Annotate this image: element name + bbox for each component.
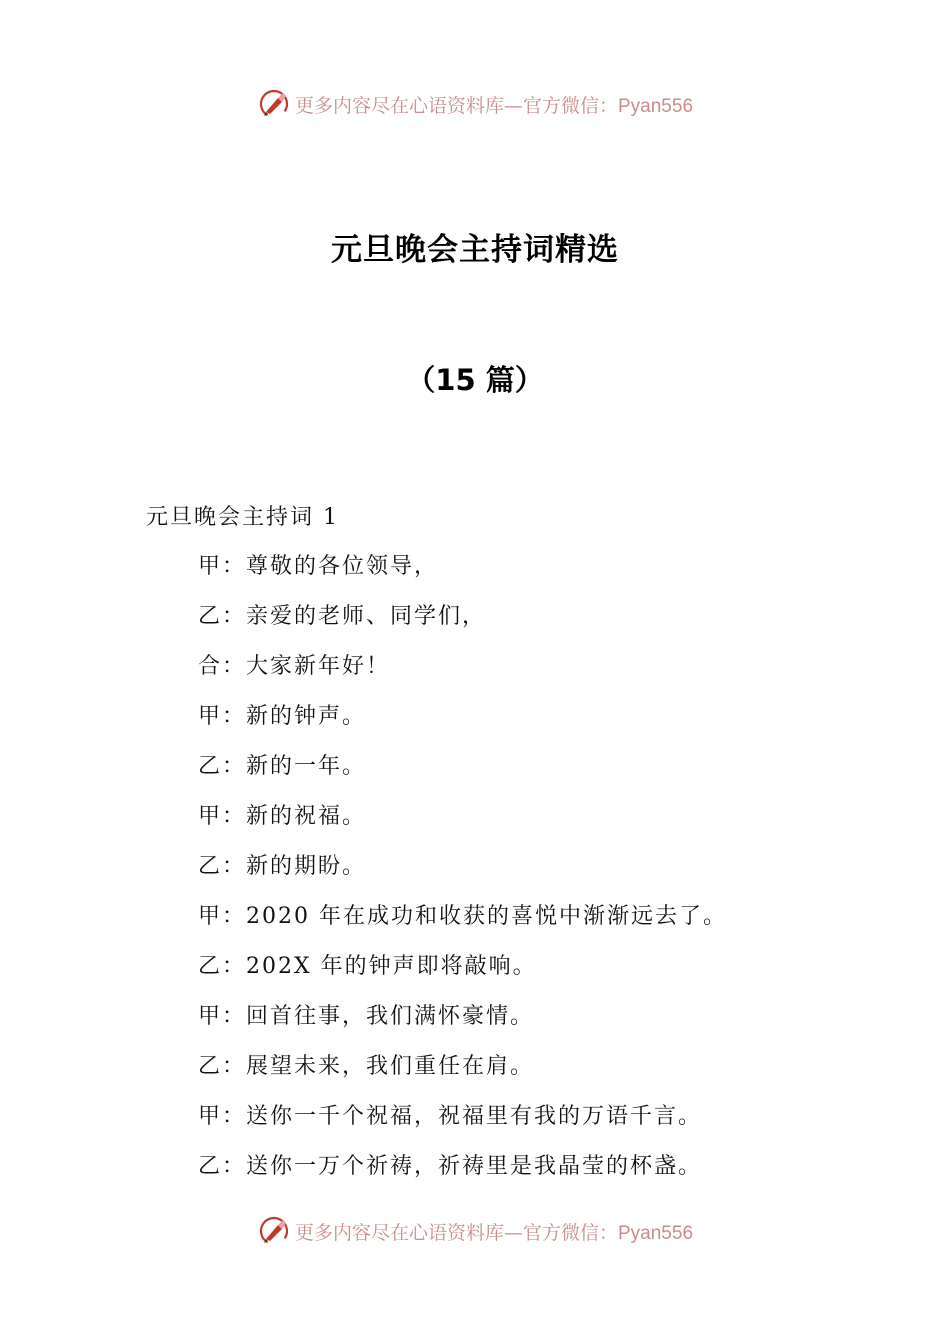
- dialogue-line: 乙：202X 年的钟声即将敲响。: [198, 954, 537, 979]
- footer-wechat-id: Pyan556: [618, 1222, 694, 1244]
- document-title: 元旦晚会主持词精选: [331, 232, 619, 268]
- footer-banner: [0, 1211, 950, 1251]
- footer-banner-text: [295, 1218, 693, 1245]
- header-wechat-id: Pyan556: [618, 95, 694, 117]
- header-banner-text: [295, 91, 693, 118]
- section-heading: 元旦晚会主持词 1: [146, 505, 339, 530]
- dialogue-line: 甲：新的钟声。: [198, 704, 367, 729]
- dialogue-line: 乙：送你一万个祈祷，祈祷里是我晶莹的杯盏。: [198, 1154, 703, 1179]
- dialogue-line: 乙：新的一年。: [198, 754, 367, 779]
- dialogue-line: 乙：展望未来，我们重任在肩。: [198, 1054, 535, 1079]
- footer-banner-content: [257, 1214, 693, 1248]
- header-banner-content: [257, 87, 693, 121]
- dialogue-line: 乙：新的期盼。: [198, 854, 367, 879]
- header-banner-label: 更多内容尽在心语资料库—官方微信：: [294, 94, 618, 117]
- dialogue-line: 乙：亲爱的老师、同学们，: [198, 604, 487, 629]
- dialogue-line: 甲：尊敬的各位领导，: [198, 554, 439, 579]
- footer-banner-label: 更多内容尽在心语资料库—官方微信：: [294, 1221, 618, 1244]
- pen-nib-logo-icon: [257, 1214, 291, 1248]
- dialogue-lines: [198, 550, 838, 1200]
- dialogue-line: 甲：回首往事，我们满怀豪情。: [198, 1004, 535, 1029]
- header-banner: [0, 84, 950, 124]
- dialogue-line: 甲：送你一千个祝福，祝福里有我的万语千言。: [198, 1104, 703, 1129]
- dialogue-line: 甲：新的祝福。: [198, 804, 367, 829]
- pen-nib-logo-icon: [257, 87, 291, 121]
- dialogue-line: 合：大家新年好！: [198, 654, 391, 679]
- document-subtitle: （15 篇）: [406, 363, 544, 397]
- dialogue-line: 甲：2020 年在成功和收获的喜悦中渐渐远去了。: [198, 904, 727, 929]
